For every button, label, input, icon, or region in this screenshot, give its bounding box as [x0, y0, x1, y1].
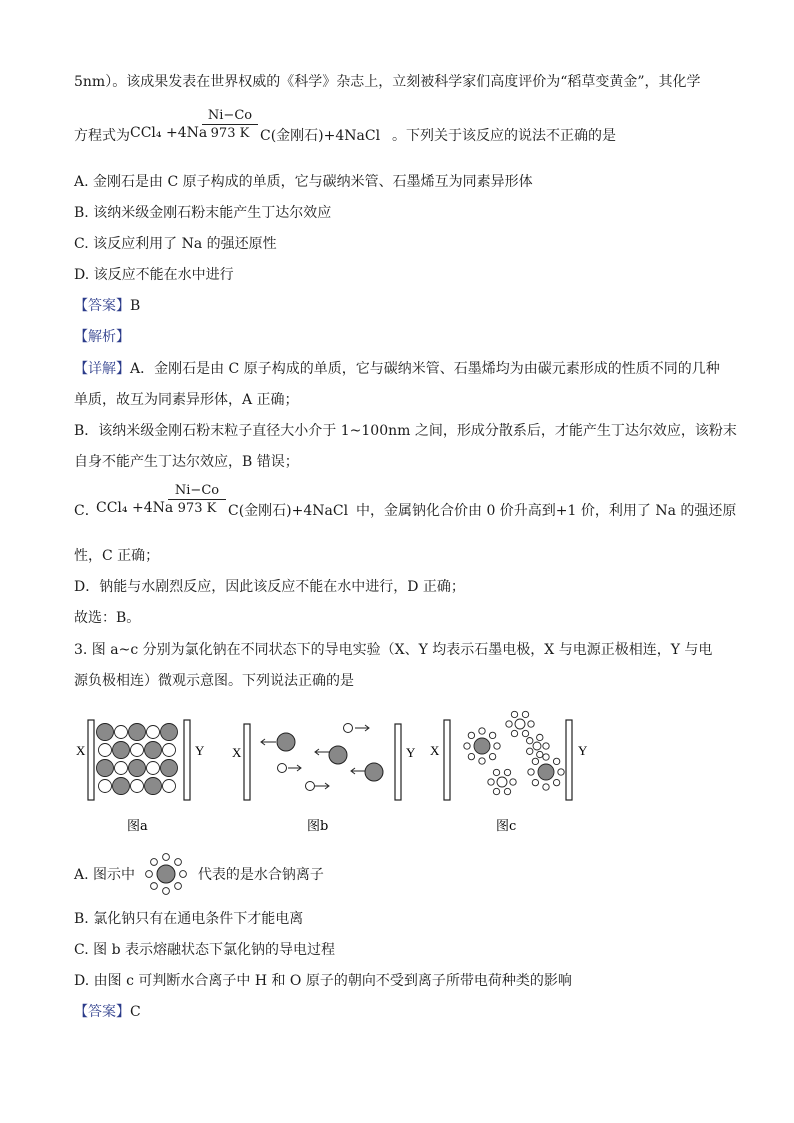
- q3-stem-line2: 源负极相连）微观示意图。下列说法正确的是: [74, 673, 354, 689]
- q3-option-b: B. 氯化钠只有在通电条件下才能电离: [74, 911, 304, 927]
- caption-c: 图c: [496, 819, 517, 834]
- chloride-ion: [163, 744, 176, 757]
- detail-d-line: D．钠能与水剧烈反应，因此该反应不能在水中进行，D 正确；: [74, 579, 465, 595]
- sodium-ion: [97, 760, 114, 777]
- hydrated-sodium-ion: [538, 764, 554, 780]
- water-molecule: [464, 743, 470, 749]
- hydrated-chloride-ion: [497, 777, 507, 787]
- chloride-ion: [147, 762, 160, 775]
- reaction-arrow: [202, 124, 258, 125]
- chloride-ion: [163, 780, 176, 793]
- water-molecule: [504, 769, 510, 775]
- answer-tag: 【答案】: [74, 298, 130, 314]
- q3-option-a-pre: A. 图示中: [74, 867, 136, 883]
- detail-tag: 【详解】: [74, 361, 130, 377]
- water-molecule: [532, 758, 538, 764]
- detail-c-catalyst: Ni−Co: [174, 483, 220, 498]
- chloride-ion: [115, 762, 128, 775]
- hydrated-chloride-ion: [533, 742, 541, 750]
- electrode-y-b: Y: [406, 745, 416, 760]
- water-molecule: [163, 854, 170, 861]
- sodium-ion: [113, 778, 130, 795]
- chloride-ion: [99, 780, 112, 793]
- sodium-ion: [129, 760, 146, 777]
- q2-option-b: B. 该纳米级金刚石粉末能产生丁达尔效应: [74, 205, 332, 221]
- q3-answer-value: C: [130, 1004, 141, 1020]
- water-molecule: [494, 743, 500, 749]
- equation-lhs: CCl₄ +4Na: [130, 125, 208, 141]
- reaction-condition: [202, 108, 258, 141]
- sodium-ion: [161, 724, 178, 741]
- hydrated-sodium-ion: [474, 738, 490, 754]
- q3-option-d: D. 由图 c 可判断水合离子中 H 和 O 原子的朝向不受到离子所带电荷种类的影响: [74, 973, 572, 989]
- temperature-label: 973 K: [210, 126, 250, 141]
- caption-a: 图a: [127, 819, 148, 834]
- water-molecule: [489, 732, 495, 738]
- water-molecule: [506, 721, 512, 727]
- water-molecule: [553, 758, 559, 764]
- intro-line: 5nm）。该成果发表在世界权威的《科学》杂志上，立刻被科学家们高度评价为“稻草变黄金”，其化学: [74, 74, 701, 90]
- water-molecule: [493, 769, 499, 775]
- detail-c-line2: 性，C 正确；: [74, 548, 160, 564]
- chloride-ion: [147, 726, 160, 739]
- caption-b: 图b: [307, 819, 329, 834]
- chloride-ion: [115, 726, 128, 739]
- water-molecule: [511, 730, 517, 736]
- q3-answer: [74, 1003, 141, 1021]
- sodium-ion: [129, 724, 146, 741]
- water-molecule: [468, 753, 474, 759]
- hydrated-chloride-ion: [515, 719, 525, 729]
- detail-c-rhs: C(金刚石)+4NaCl: [228, 503, 349, 519]
- sodium-ion: [161, 760, 178, 777]
- water-molecule: [493, 788, 499, 794]
- electrode-y-a: Y: [195, 743, 205, 758]
- water-molecule: [151, 859, 158, 866]
- detail-c-temperature: 973 K: [177, 501, 217, 516]
- electrode-y-c: Y: [578, 743, 588, 758]
- q3-stem-line1: 3. 图 a~c 分别为氯化钠在不同状态下的导电实验（X、Y 均表示石墨电极，X 与电源正极相连，Y 与电: [74, 642, 713, 658]
- nacl-conduction-figure: [70, 704, 630, 834]
- water-molecule: [510, 779, 516, 785]
- choice-line: 故选：B。: [74, 610, 141, 626]
- detail-c-suffix: 中，金属钠化合价由 0 价升高到+1 价，利用了 Na 的强还原: [356, 503, 737, 519]
- water-molecule: [504, 788, 510, 794]
- figure-b: [232, 724, 416, 801]
- water-molecule: [558, 769, 564, 775]
- q3-option-c: C. 图 b 表示熔融状态下氯化钠的导电过程: [74, 942, 335, 958]
- detail-a-line1: [74, 360, 720, 378]
- water-molecule: [537, 734, 543, 740]
- water-molecule: [543, 743, 549, 749]
- chloride-ion: [99, 744, 112, 757]
- water-molecule: [479, 758, 485, 764]
- q3-answer-tag: 【答案】: [74, 1004, 130, 1020]
- water-molecule: [163, 888, 170, 895]
- figure-c: [430, 711, 588, 800]
- water-molecule: [527, 748, 533, 754]
- water-molecule: [553, 779, 559, 785]
- q2-option-d: D. 该反应不能在水中进行: [74, 267, 234, 283]
- water-molecule: [527, 738, 533, 744]
- detail-c-arrow: [168, 499, 226, 500]
- q3-option-a-post: 代表的是水合钠离子: [197, 867, 324, 883]
- electrode-x-b: X: [232, 745, 242, 760]
- q2-option-a: A. 金刚石是由 C 原子构成的单质，它与碳纳米管、石墨烯互为同素异形体: [74, 174, 533, 190]
- equation-prefix: 方程式为: [74, 128, 130, 144]
- water-molecule: [532, 779, 538, 785]
- electrode-x-c: X: [430, 743, 440, 758]
- detail-b-line1: B．该纳米级金刚石粉末粒子直径大小介于 1~100nm 之间，形成分散系后，才能产生丁达尔效应，该粉末: [74, 423, 737, 439]
- q2-answer: [74, 297, 140, 315]
- figure-a: [76, 720, 205, 800]
- equation-suffix: 。下列关于该反应的说法不正确的是: [392, 128, 616, 144]
- water-molecule: [479, 728, 485, 734]
- water-molecule: [489, 753, 495, 759]
- water-molecule: [543, 784, 549, 790]
- water-molecule: [175, 859, 182, 866]
- q2-option-c: C. 该反应利用了 Na 的强还原性: [74, 236, 277, 252]
- water-molecule: [488, 779, 494, 785]
- sodium-ion: [145, 742, 162, 759]
- water-molecule: [522, 730, 528, 736]
- sodium-ion: [97, 724, 114, 741]
- water-molecule: [528, 721, 534, 727]
- water-molecule: [511, 711, 517, 717]
- detail-a-text: A．金刚石是由 C 原子构成的单质，它与碳纳米管、石墨烯均为由碳元素形成的性质不同的几种: [130, 361, 720, 377]
- water-molecule: [522, 711, 528, 717]
- water-molecule: [528, 769, 534, 775]
- water-molecule: [180, 871, 187, 878]
- water-molecule: [146, 871, 153, 878]
- chloride-ion: [131, 780, 144, 793]
- equation-rhs: C(金刚石)+4NaCl: [260, 128, 381, 144]
- detail-c-lhs: CCl₄ +4Na: [96, 500, 174, 516]
- sodium-ion: [113, 742, 130, 759]
- analysis-tag: 【解析】: [74, 329, 130, 345]
- q3-option-a: [74, 865, 324, 885]
- water-molecule: [151, 883, 158, 890]
- catalyst-label: Ni−Co: [207, 108, 253, 123]
- answer-value: B: [130, 298, 141, 314]
- water-molecule: [175, 883, 182, 890]
- chloride-ion: [131, 744, 144, 757]
- water-molecule: [468, 732, 474, 738]
- water-molecule: [543, 754, 549, 760]
- water-molecule: [537, 751, 543, 757]
- detail-b-line2: 自身不能产生丁达尔效应，B 错误；: [74, 454, 299, 470]
- detail-c-prefix: C．: [74, 503, 99, 519]
- sodium-ion: [145, 778, 162, 795]
- detail-c-condition: [168, 483, 226, 516]
- hydrated-ion-icon: [139, 865, 193, 885]
- detail-a-line2: 单质，故互为同素异形体，A 正确；: [74, 392, 299, 408]
- electrode-x-a: X: [76, 743, 86, 758]
